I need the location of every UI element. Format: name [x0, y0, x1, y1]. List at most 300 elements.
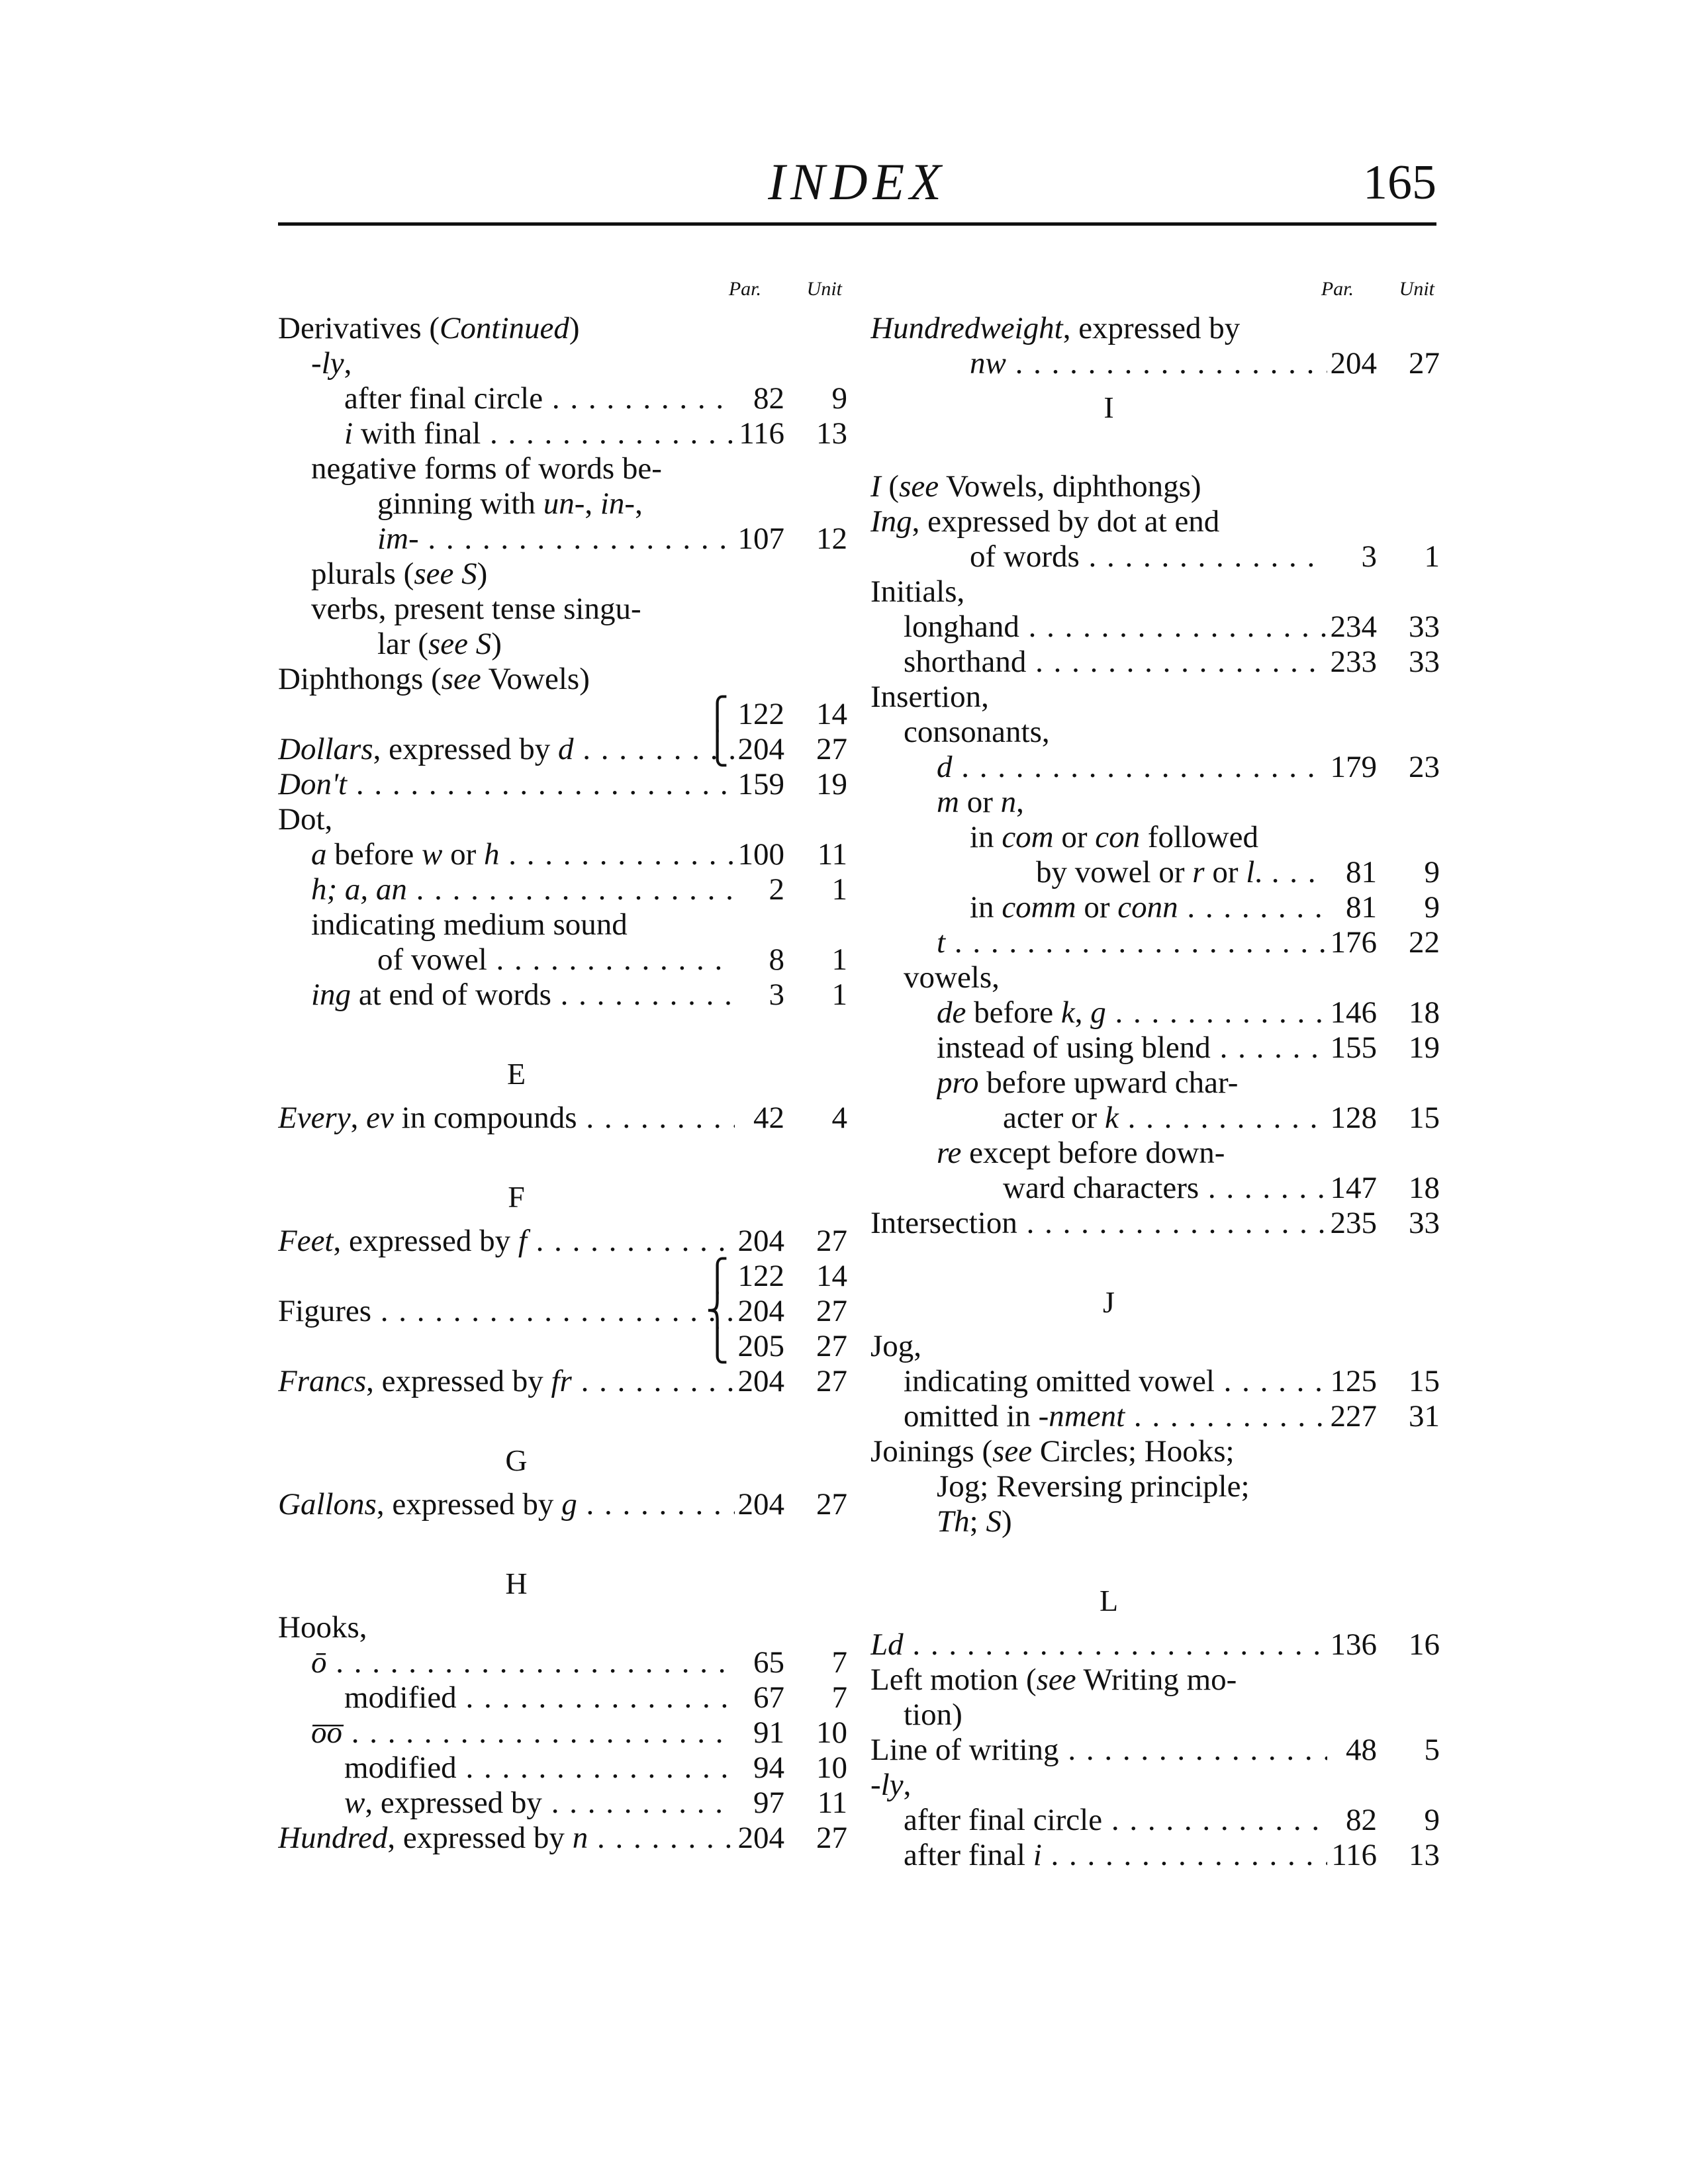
entry-text-part: with final	[353, 416, 481, 451]
entry-text	[278, 1821, 735, 1856]
entry-text-part: , expressed by dot at end	[912, 504, 1220, 539]
entry-text-part: tion)	[904, 1698, 962, 1732]
index-heading	[870, 504, 1440, 539]
section-letter-text: E	[506, 1057, 526, 1091]
index-heading	[278, 557, 847, 592]
index-heading	[870, 1434, 1440, 1469]
unit-number: 27	[816, 1487, 847, 1522]
unit-number: 4	[831, 1101, 847, 1135]
entry-text-part: modified	[344, 1751, 457, 1785]
entry-text-part: ,	[344, 346, 352, 381]
index-heading	[870, 715, 1440, 750]
entry-text	[937, 925, 1327, 960]
entry-text-part: ginning with	[377, 486, 543, 521]
index-entry	[278, 978, 847, 1013]
entry-text-part: Ing	[870, 504, 912, 539]
entry-text	[870, 504, 1219, 539]
entry-text-part: in compounds	[393, 1101, 577, 1135]
brace-icon: ⎩	[706, 1329, 729, 1363]
entry-text	[870, 1733, 1327, 1768]
index-heading	[870, 1662, 1440, 1698]
unit-number: 14	[816, 1259, 847, 1293]
index-heading	[870, 311, 1440, 346]
entry-text	[377, 522, 735, 557]
page-title: INDEX	[768, 153, 947, 210]
spacer	[278, 1399, 847, 1434]
paragraph-number: 3	[769, 978, 784, 1012]
entry-text-part: k	[1104, 1101, 1119, 1135]
entry-text-part: ,	[585, 486, 600, 521]
paragraph-number: 179	[1330, 750, 1377, 784]
paragraph-number: 136	[1330, 1627, 1377, 1662]
entry-text-part: or	[1204, 855, 1246, 889]
entry-text-part: of words	[970, 539, 1080, 574]
entry-text	[904, 715, 1050, 750]
entry-text-part: )	[569, 311, 580, 345]
entry-text	[278, 311, 580, 346]
entry-text-part: -ly	[311, 346, 344, 381]
entry-text	[870, 469, 1201, 504]
unit-number: 33	[1409, 1206, 1440, 1240]
entry-text	[311, 451, 662, 486]
entry-text-part: ō	[311, 1645, 327, 1680]
index-entry	[278, 381, 847, 416]
index-entry	[870, 346, 1440, 381]
index-entry	[278, 1294, 847, 1329]
spacer	[870, 434, 1440, 469]
paragraph-number: 100	[737, 837, 784, 872]
entry-text-part: Insertion,	[870, 680, 989, 714]
entry-text-part: re	[937, 1136, 962, 1170]
entry-text-part: followed	[1140, 820, 1258, 854]
index-entry-continuation	[278, 1329, 847, 1364]
index-column-left	[278, 271, 847, 1856]
entry-text	[904, 1803, 1327, 1838]
entry-text-part: , expressed by	[365, 1786, 542, 1820]
paragraph-number: 122	[737, 697, 784, 731]
entry-text	[311, 557, 487, 592]
entry-text-part: Hooks,	[278, 1610, 367, 1645]
paragraph-number: 3	[1361, 539, 1377, 574]
index-entry	[870, 750, 1440, 785]
unit-heading: Unit	[1399, 278, 1434, 300]
paragraph-number: 81	[1346, 890, 1377, 925]
par-heading: Par.	[728, 278, 761, 300]
index-heading	[870, 1469, 1440, 1504]
brace-icon: ⎩	[706, 732, 729, 766]
unit-number: 33	[1409, 645, 1440, 679]
entry-text-part: com	[1002, 820, 1054, 854]
index-heading	[870, 574, 1440, 610]
paragraph-number: 67	[753, 1680, 784, 1715]
entry-text	[311, 837, 735, 872]
index-heading	[278, 1610, 847, 1645]
entry-text-part: Dollars	[278, 732, 373, 766]
entry-text-part: except before down-	[961, 1136, 1225, 1170]
index-entry	[278, 1751, 847, 1786]
paragraph-number: 233	[1330, 645, 1377, 679]
paragraph-number: 176	[1330, 925, 1377, 960]
index-heading	[870, 1504, 1440, 1539]
entry-text	[311, 978, 735, 1013]
unit-number: 9	[1424, 890, 1440, 925]
entry-text	[970, 539, 1327, 574]
entry-text-part: )	[1001, 1504, 1012, 1539]
entry-text	[1036, 855, 1327, 890]
index-entry	[278, 416, 847, 451]
unit-number: 9	[1424, 855, 1440, 889]
unit-number: 27	[816, 1224, 847, 1258]
unit-number: 5	[1424, 1733, 1440, 1767]
paragraph-number: 91	[753, 1715, 784, 1750]
entry-text-part: plurals (	[311, 557, 414, 591]
brace-icon: ⎨	[706, 1294, 729, 1328]
index-heading	[278, 451, 847, 486]
unit-number: 9	[1424, 1803, 1440, 1837]
index-heading	[278, 311, 847, 346]
paragraph-number: 94	[753, 1751, 784, 1785]
entry-text	[278, 1294, 735, 1329]
paragraph-number: 116	[739, 416, 784, 451]
entry-text-part: before	[326, 837, 422, 872]
entry-text	[870, 574, 964, 610]
entry-text-part: see S	[428, 627, 492, 661]
par-heading: Par.	[1321, 278, 1354, 300]
unit-number: 27	[816, 1329, 847, 1363]
unit-number: 27	[816, 1821, 847, 1855]
entry-text	[937, 750, 1327, 785]
entry-text	[937, 785, 1024, 820]
index-heading	[278, 486, 847, 522]
entry-text-part: Diphthongs (	[278, 662, 442, 696]
spacer	[870, 1539, 1440, 1574]
index-entry	[278, 1821, 847, 1856]
index-heading	[278, 662, 847, 697]
entry-text	[344, 1751, 735, 1786]
unit-number: 11	[817, 837, 847, 872]
entry-text-part: )	[477, 557, 488, 591]
entry-text	[904, 1698, 962, 1733]
index-entry	[278, 1786, 847, 1821]
entry-text	[278, 1101, 735, 1136]
entry-text-part: g	[1090, 995, 1106, 1030]
paragraph-number: 48	[1346, 1733, 1377, 1767]
unit-number: 7	[831, 1645, 847, 1680]
entry-text	[937, 1066, 1238, 1101]
unit-number: 12	[816, 522, 847, 556]
index-entry	[870, 645, 1440, 680]
entry-text-part: Initials,	[870, 574, 965, 609]
unit-number: 27	[816, 1364, 847, 1398]
unit-number: 13	[1409, 1838, 1440, 1872]
unit-number: 7	[831, 1680, 847, 1715]
entry-text-part: vowels,	[904, 960, 1000, 995]
paragraph-number: 125	[1330, 1364, 1377, 1398]
entry-text-part: o̅o̅	[311, 1715, 342, 1750]
entry-text-part: w	[344, 1786, 365, 1820]
unit-number: 27	[816, 1294, 847, 1328]
entry-text-part: g	[561, 1487, 577, 1522]
section-letter-text: L	[1099, 1584, 1119, 1617]
paragraph-number: 65	[753, 1645, 784, 1680]
entry-text-part: n	[1000, 785, 1017, 819]
entry-text-part: Derivatives (	[278, 311, 440, 345]
entry-text	[870, 311, 1240, 346]
entry-text-part: comm	[1002, 890, 1076, 925]
entry-text-part: h	[484, 837, 500, 872]
index-heading	[278, 592, 847, 627]
entry-text-part: Ld	[870, 1627, 904, 1662]
entry-text-part: Francs	[278, 1364, 367, 1398]
index-heading	[870, 469, 1440, 504]
entry-text	[311, 907, 628, 942]
entry-text-part: longhand	[904, 610, 1019, 644]
index-entry	[870, 1399, 1440, 1434]
index-entry	[278, 732, 847, 767]
entry-text-part: -nment	[1038, 1399, 1125, 1433]
entry-text-part: after final circle	[904, 1803, 1103, 1837]
entry-text-part: Vowels, diphthongs)	[939, 469, 1201, 504]
entry-text-part: im-	[377, 522, 419, 556]
index-heading	[278, 802, 847, 837]
entry-text-part: or	[1076, 890, 1118, 925]
entry-text-part: indicating omitted vowel	[904, 1364, 1215, 1398]
entry-text-part: ;	[969, 1504, 986, 1539]
unit-number: 9	[831, 381, 847, 416]
paragraph-number: 82	[1346, 1803, 1377, 1837]
entry-text	[344, 1680, 735, 1715]
entry-text-part: ,	[635, 486, 643, 521]
index-entry-continuation	[278, 697, 847, 732]
entry-text-part: d	[937, 750, 953, 784]
entry-text	[937, 1136, 1225, 1171]
entry-text-part: I	[870, 469, 881, 504]
paragraph-number: 205	[737, 1329, 784, 1363]
entry-text	[311, 1645, 735, 1680]
index-entry	[870, 1101, 1440, 1136]
entry-text-part: f	[518, 1224, 527, 1258]
paragraph-number: 107	[737, 522, 784, 556]
entry-text-part: verbs, present tense singu-	[311, 592, 641, 626]
entry-text-part: , expressed by	[1062, 311, 1241, 345]
entry-text-part: , expressed by	[376, 1487, 562, 1522]
index-entry	[870, 1803, 1440, 1838]
index-heading	[870, 820, 1440, 855]
index-entry	[278, 942, 847, 978]
entry-text-part: , expressed by	[387, 1821, 573, 1855]
unit-number: 18	[1409, 995, 1440, 1030]
entry-text	[311, 592, 641, 627]
entry-text	[377, 627, 502, 662]
entry-text-part: Circles; Hooks;	[1032, 1434, 1235, 1469]
index-entry	[870, 1030, 1440, 1066]
paragraph-number: 81	[1346, 855, 1377, 889]
index-entry	[278, 1364, 847, 1399]
entry-text	[970, 820, 1258, 855]
index-entry	[870, 1733, 1440, 1768]
index-column-right	[870, 271, 1440, 1873]
entry-text-part: Writing mo-	[1076, 1662, 1237, 1697]
unit-number: 33	[1409, 610, 1440, 644]
index-heading	[870, 1329, 1440, 1364]
entry-text-part: in	[970, 890, 1002, 925]
entry-text-part: Feet	[278, 1224, 334, 1258]
unit-number: 10	[816, 1751, 847, 1785]
entry-text-part: before	[966, 995, 1061, 1030]
index-entry	[278, 767, 847, 802]
entry-text-part: see	[992, 1434, 1033, 1469]
section-letter	[278, 1434, 847, 1487]
index-heading	[870, 1768, 1440, 1803]
entry-text-part: a	[311, 837, 327, 872]
unit-number: 11	[817, 1786, 847, 1820]
entry-text-part: ,	[903, 1768, 912, 1802]
index-entry	[870, 610, 1440, 645]
entry-text	[904, 1399, 1327, 1434]
index-entry	[278, 1224, 847, 1259]
entry-text	[870, 1329, 921, 1364]
entry-text-part: of vowel	[377, 942, 487, 977]
entry-text-part: d	[557, 732, 574, 766]
entry-text-part: , expressed by	[333, 1224, 518, 1258]
entry-text-part: after final circle	[344, 381, 543, 416]
index-heading	[870, 1066, 1440, 1101]
entry-text-part: see	[441, 662, 481, 696]
entry-text	[311, 1715, 735, 1751]
entry-text	[278, 1364, 735, 1399]
entry-text-part: Hundred	[278, 1821, 388, 1855]
paragraph-number: 82	[753, 381, 784, 416]
paragraph-number: 227	[1330, 1399, 1377, 1433]
index-entry	[278, 872, 847, 907]
unit-number: 27	[1409, 346, 1440, 381]
entry-text-part: see S	[414, 557, 477, 591]
section-letter	[278, 1557, 847, 1610]
index-entry	[870, 1206, 1440, 1241]
section-letter-text: G	[505, 1443, 528, 1477]
entry-text-part: w	[422, 837, 443, 872]
entry-text	[937, 1469, 1250, 1504]
unit-number: 14	[816, 697, 847, 731]
entry-text-part: ward characters	[1003, 1171, 1199, 1205]
entry-text-part: )	[491, 627, 502, 661]
entry-text-part: or	[442, 837, 485, 872]
entry-text	[870, 1662, 1237, 1698]
entry-text-part: Th	[937, 1504, 970, 1539]
index-heading	[870, 680, 1440, 715]
entry-text-part: Vowels)	[481, 662, 590, 696]
index-entry	[278, 1715, 847, 1751]
entry-text-part: by vowel or	[1036, 855, 1193, 889]
index-entry	[870, 855, 1440, 890]
paragraph-number: 147	[1330, 1171, 1377, 1205]
index-entry	[870, 1838, 1440, 1873]
entry-text-part: Line of writing	[870, 1733, 1059, 1767]
entry-text	[937, 995, 1327, 1030]
entry-text-part: Jog,	[870, 1329, 922, 1363]
entry-text	[937, 1030, 1327, 1066]
entry-text-part: Don't	[278, 767, 348, 801]
entry-text-part: h; a, an	[311, 872, 407, 907]
unit-number: 27	[816, 732, 847, 766]
entry-text-part: see	[1036, 1662, 1076, 1697]
index-entry	[278, 1101, 847, 1136]
unit-number: 19	[816, 767, 847, 801]
entry-text-part: n	[572, 1821, 588, 1855]
entry-text-part: m	[937, 785, 959, 819]
entry-text-part: Intersection	[870, 1206, 1017, 1240]
entry-text	[278, 802, 332, 837]
index-heading	[278, 346, 847, 381]
index-entry	[870, 1364, 1440, 1399]
entry-text-part: t	[937, 925, 946, 960]
entry-text-part: acter or	[1003, 1101, 1105, 1135]
entry-text	[278, 662, 590, 697]
entry-text-part: nw	[970, 346, 1006, 381]
entry-text-part: ,	[1074, 995, 1091, 1030]
index-entry	[870, 1171, 1440, 1206]
paragraph-number: 97	[753, 1786, 784, 1820]
unit-number: 15	[1409, 1364, 1440, 1398]
entry-text-part: indicating medium sound	[311, 907, 628, 942]
entry-text-part: in	[970, 820, 1002, 854]
entry-text-part: un-	[543, 486, 585, 521]
index-heading	[870, 960, 1440, 995]
entry-text-part: S	[986, 1504, 1002, 1539]
entry-text-part: Joinings (	[870, 1434, 993, 1469]
section-letter-text: H	[505, 1567, 528, 1600]
entry-text-part: Gallons	[278, 1487, 377, 1522]
entry-text-part: Dot,	[278, 802, 333, 837]
entry-text-part: , expressed by	[366, 1364, 551, 1398]
entry-text-part: i	[344, 416, 353, 451]
entry-text-part: de	[937, 995, 966, 1030]
entry-text-part: see	[899, 469, 939, 504]
section-letter-text: F	[508, 1180, 525, 1214]
unit-number: 22	[1409, 925, 1440, 960]
section-letter-text: J	[1103, 1285, 1115, 1319]
entry-text-part: ,	[350, 1101, 367, 1135]
entry-text-part: omitted in	[904, 1399, 1039, 1433]
unit-number: 15	[1409, 1101, 1440, 1135]
entry-text	[377, 486, 643, 522]
entry-text	[1003, 1171, 1327, 1206]
entry-text	[870, 1434, 1235, 1469]
paragraph-number: 204	[737, 732, 784, 766]
index-entry	[870, 925, 1440, 960]
paragraph-number: 122	[737, 1259, 784, 1293]
index-entry	[870, 539, 1440, 574]
entry-text	[870, 1627, 1327, 1662]
unit-number: 23	[1409, 750, 1440, 784]
entry-text-part: k	[1060, 995, 1075, 1030]
index-entry	[870, 995, 1440, 1030]
entry-text-part: consonants,	[904, 715, 1050, 749]
paragraph-number: 204	[737, 1294, 784, 1328]
entry-text-part: l	[1246, 855, 1255, 889]
index-entry	[278, 837, 847, 872]
paragraph-number: 128	[1330, 1101, 1377, 1135]
entry-text-part: Figures	[278, 1294, 371, 1328]
entry-text-part: after final	[904, 1838, 1033, 1872]
entry-text	[870, 1768, 911, 1803]
entry-text-part: conn	[1117, 890, 1178, 925]
unit-number: 10	[816, 1715, 847, 1750]
entry-text	[344, 1786, 735, 1821]
paragraph-number: 234	[1330, 610, 1377, 644]
entry-text	[311, 872, 735, 907]
header-rule	[278, 222, 1436, 226]
